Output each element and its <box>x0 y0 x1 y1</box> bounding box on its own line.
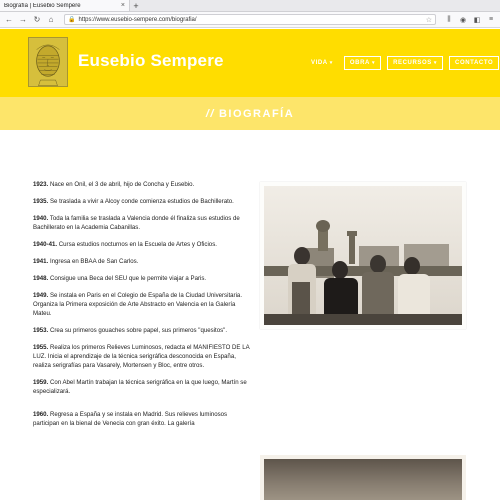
bio-year: 1960. <box>33 411 49 418</box>
family-photo-image <box>264 186 462 325</box>
bio-year: 1940. <box>33 215 49 222</box>
bio-text: Regresa a España y se instala en Madrid. Sus relieves luminosos participan en la bienal de Venecia con gran éxito. La galería <box>33 411 228 427</box>
bio-text: Realiza los primeros Relieves Luminosos, redacta el MANIFIESTO DE LA LUZ. Inicia el aprendizaje de la técnica serigráfica desconocida en España, realiza serigrafías para Vasarely, Mortensen y Bloc, entre otros. <box>33 344 250 369</box>
nav-label: VIDA <box>311 60 328 66</box>
bio-entry <box>33 326 255 335</box>
main-nav <box>306 56 499 70</box>
bio-year: 1923. <box>33 181 49 188</box>
bio-year: 1953. <box>33 327 49 334</box>
lock-icon: 🔒 <box>68 17 76 23</box>
address-bar[interactable] <box>64 14 436 25</box>
extension-icon[interactable]: ◧ <box>473 16 481 24</box>
browser-tab-bar <box>0 0 500 12</box>
account-icon[interactable]: ◉ <box>459 16 467 24</box>
bio-year: 1941. <box>33 258 49 265</box>
nav-item-vida[interactable] <box>306 57 338 69</box>
browser-tab[interactable] <box>0 0 130 11</box>
bio-entry <box>33 378 255 396</box>
biography-list <box>33 180 255 436</box>
chevron-down-icon: ▾ <box>329 60 333 66</box>
portrait-icon <box>29 38 67 86</box>
site-header <box>0 29 500 97</box>
second-photo-image <box>264 459 462 500</box>
nav-label: OBRA <box>349 60 370 66</box>
forward-icon[interactable]: → <box>19 15 27 24</box>
bio-year: 1948. <box>33 275 49 282</box>
nav-item-recursos[interactable] <box>387 56 443 70</box>
family-photo <box>260 182 466 329</box>
nav-label: CONTACTO <box>455 60 494 66</box>
nav-item-contacto[interactable] <box>449 56 499 70</box>
back-icon[interactable]: ← <box>5 15 13 24</box>
section-title-text: BIOGRAFÍA <box>218 107 295 120</box>
bio-text: Consigue una Beca del SEU que le permite viajar a Paris. <box>48 275 207 282</box>
bio-text: Con Abel Martín trabajan la técnica serigráfica en la que luego, Martín se especializará. <box>33 379 247 395</box>
url-text[interactable]: https://www.eusebio-sempere.com/biografia/ <box>78 16 197 23</box>
bookmark-star-icon[interactable]: ☆ <box>425 16 432 24</box>
bio-text: Se instala en Paris en el Colegio de España de la Ciudad Universitaria. Organiza la Primera exposición de Arte Abstracto en Valencia en la Galería Mateu. <box>33 292 243 317</box>
chevron-down-icon: ▾ <box>433 60 438 66</box>
second-photo <box>260 455 466 500</box>
tab-title: Biografía | Eusebio Sempere <box>4 2 81 9</box>
main-content <box>0 130 500 500</box>
bio-entry <box>33 180 255 189</box>
logo-portrait-image[interactable] <box>28 37 68 87</box>
bio-text: Ingresa en BBAA de San Carlos. <box>48 258 139 265</box>
home-icon[interactable]: ⌂ <box>48 15 54 24</box>
close-tab-icon[interactable]: × <box>120 2 125 9</box>
bio-text: Cursa estudios nocturnos en la Escuela de Artes y Oficios. <box>57 241 217 248</box>
section-title <box>206 108 294 120</box>
nav-item-obra[interactable] <box>344 56 381 70</box>
bio-text: Nace en Onil, el 3 de abril, hijo de Concha y Eusebio. <box>48 181 195 188</box>
menu-icon[interactable]: ≡ <box>488 16 494 23</box>
site-title[interactable]: Eusebio Sempere <box>78 51 224 70</box>
bio-year: 1940-41. <box>33 241 58 248</box>
library-icon[interactable]: ⫼ <box>447 15 451 23</box>
bio-entry <box>33 240 255 249</box>
new-tab-icon[interactable]: + <box>133 0 139 11</box>
bio-year: 1959. <box>33 379 49 386</box>
bio-entry <box>33 410 255 428</box>
chevron-down-icon: ▾ <box>371 60 376 66</box>
bio-text: Crea su primeros gouaches sobre papel, sus primeros "quesitos". <box>48 327 228 334</box>
bio-entry <box>33 214 255 232</box>
slashes-icon: // <box>205 107 215 120</box>
bio-entry <box>33 197 255 206</box>
reload-icon[interactable]: ↻ <box>33 15 41 24</box>
browser-nav-bar <box>0 12 500 28</box>
bio-entry <box>33 291 255 318</box>
bio-text: Toda la familia se traslada a Valencia donde él finaliza sus estudios de Bachillerato en la Academia Cabanillas. <box>33 215 240 231</box>
bio-entry <box>33 257 255 266</box>
bio-year: 1949. <box>33 292 49 299</box>
nav-label: RECURSOS <box>393 60 432 66</box>
bio-year: 1955. <box>33 344 49 351</box>
bio-entry <box>33 343 255 370</box>
section-banner <box>0 97 500 130</box>
bio-year: 1935. <box>33 198 49 205</box>
bio-text: Se traslada a vivir a Alcoy conde comienza estudios de Bachillerato. <box>48 198 234 205</box>
bio-entry <box>33 274 255 283</box>
